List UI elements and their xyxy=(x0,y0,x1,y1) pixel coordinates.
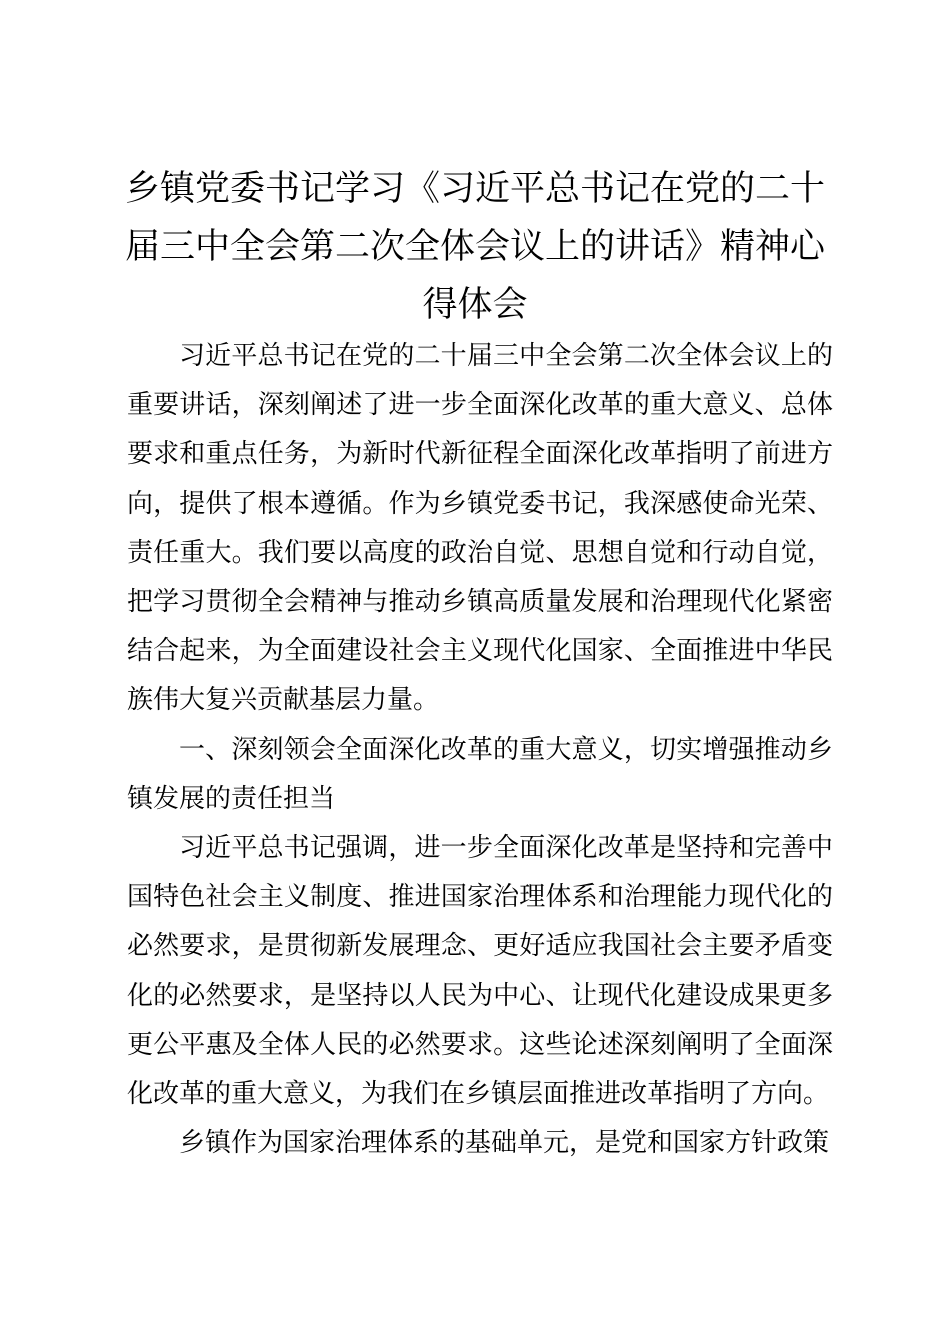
document-body xyxy=(127,332,833,1168)
body-paragraph: 习近平总书记强调，进一步全面深化改革是坚持和完善中国特色社会主义制度、推进国家治理体系和治理能力现代化的必然要求，是贯彻新发展理念、更好适应我国社会主要矛盾变化的必然要求，是坚持以人民为中心、让现代化建设成果更多更公平惠及全体人民的必然要求。这些论述深刻阐明了全面深化改革的重大意义，为我们在乡镇层面推进改革指明了方向。 xyxy=(127,833,833,1110)
body-paragraph: 习近平总书记在党的二十届三中全会第二次全体会议上的重要讲话，深刻阐述了进一步全面深化改革的重大意义、总体要求和重点任务，为新时代新征程全面深化改革指明了前进方向，提供了根本遵循。作为乡镇党委书记，我深感使命光荣、责任重大。我们要以高度的政治自觉、思想自觉和行动自觉，把学习贯彻全会精神与推动乡镇高质量发展和治理现代化紧密结合起来，为全面建设社会主义现代化国家、全面推进中华民族伟大复兴贡献基层力量。 xyxy=(127,341,833,716)
section-heading: 一、深刻领会全面深化改革的重大意义，切实增强推动乡镇发展的责任担当 xyxy=(127,734,833,814)
document-title: 乡镇党委书记学习《习近平总书记在党的二十届三中全会第二次全体会议上的讲话》精神心得体会 xyxy=(124,169,825,325)
body-paragraph: 乡镇作为国家治理体系的基础单元，是党和国家方针政策 xyxy=(179,1128,830,1159)
